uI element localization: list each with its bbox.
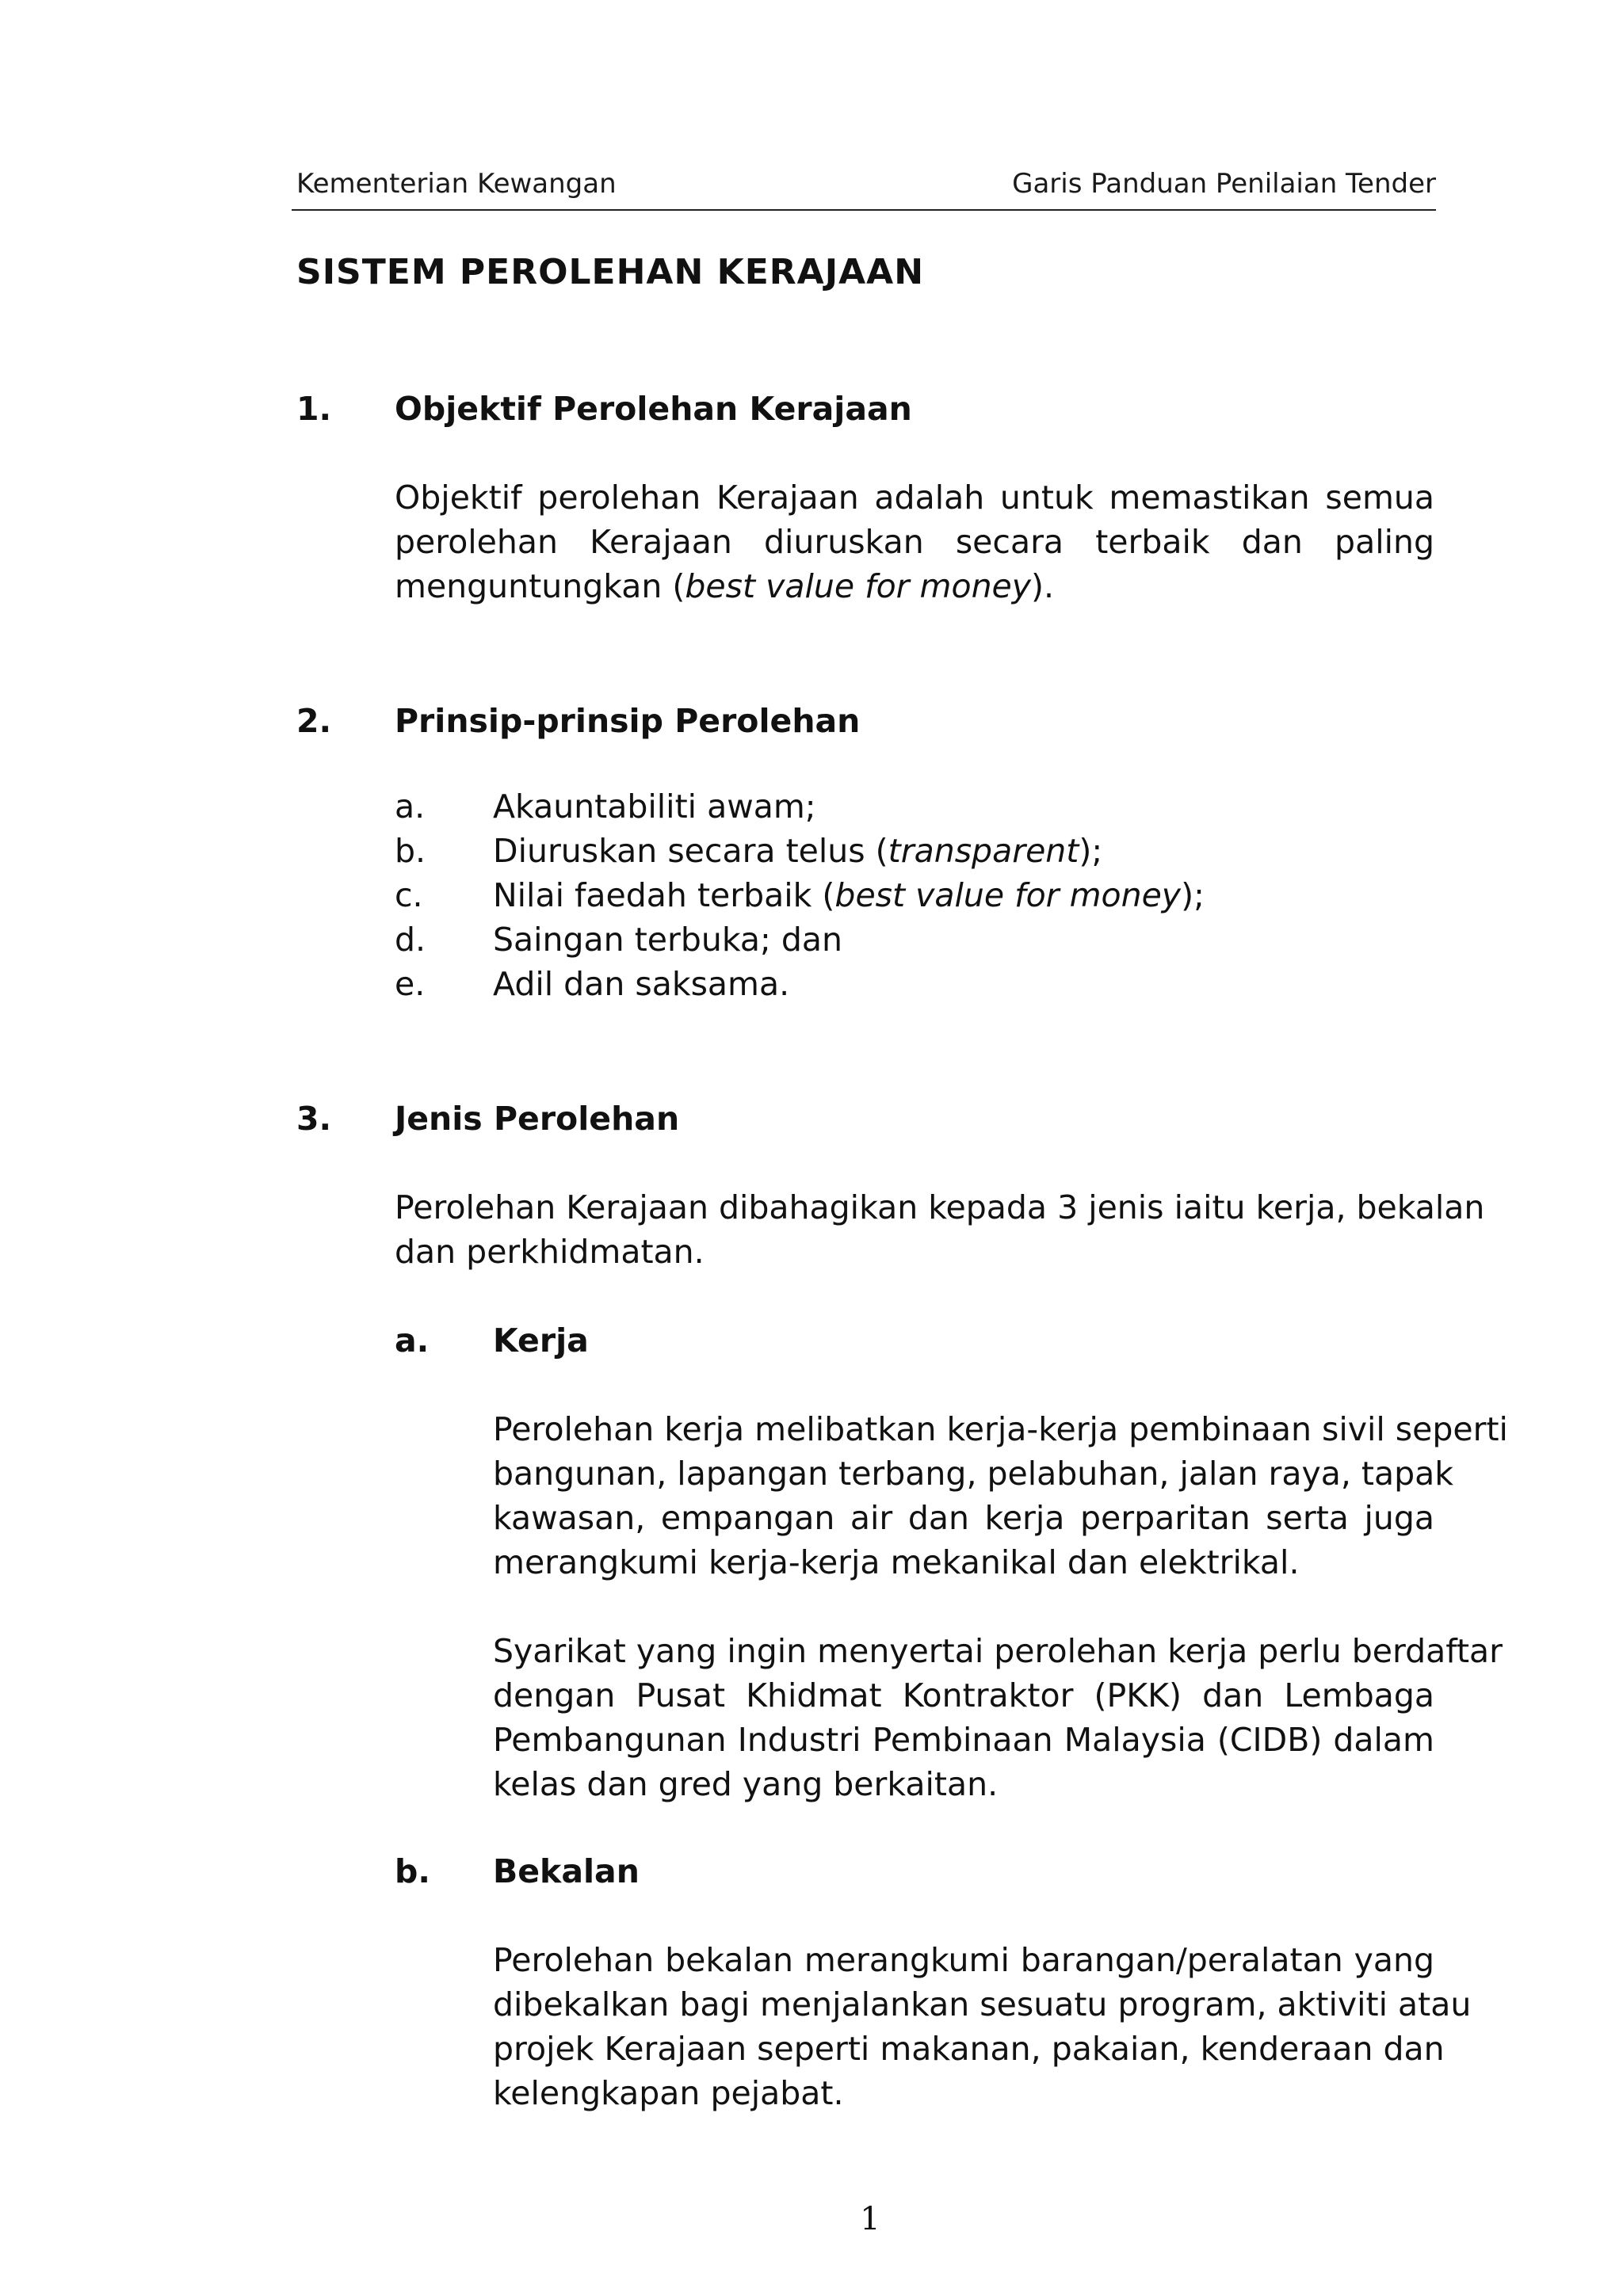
- paragraph-line: dibekalkan bagi menjalankan sesuatu program, aktiviti atau: [493, 1985, 1472, 2023]
- emphasis-text: transparent: [888, 832, 1079, 870]
- list-item-letter: a.: [395, 788, 426, 826]
- paragraph-line: dengan Pusat Khidmat Kontraktor (PKK) dan Lembaga: [493, 1676, 1434, 1714]
- paragraph-line: kelengkapan pejabat.: [493, 2074, 844, 2112]
- section-3-paragraph: [395, 1185, 1485, 1274]
- header-document-name: Garis Panduan Penilaian Tender: [1012, 168, 1436, 200]
- paragraph-line: Perolehan bekalan merangkumi barangan/peralatan yang: [493, 1941, 1434, 1979]
- paragraph-line: kawasan, empangan air dan kerja perparitan serta juga: [493, 1499, 1434, 1537]
- page-title: SISTEM PEROLEHAN KERAJAAN: [296, 252, 925, 292]
- paragraph-line: kelas dan gred yang berkaitan.: [493, 1765, 999, 1803]
- paragraph-line: perolehan Kerajaan diuruskan secara terbaik dan paling: [395, 523, 1434, 561]
- header-divider: [292, 209, 1436, 211]
- section-1-number: 1.: [296, 390, 332, 428]
- paragraph-line: projek Kerajaan seperti makanan, pakaian, kenderaan dan: [493, 2030, 1445, 2068]
- section-3-number: 3.: [296, 1100, 332, 1138]
- paragraph-line: bangunan, lapangan terbang, pelabuhan, jalan raya, tapak: [493, 1455, 1454, 1493]
- section-2-heading: Prinsip-prinsip Perolehan: [395, 702, 861, 740]
- section-2-number: 2.: [296, 702, 332, 740]
- subsection-a-paragraph-1: [493, 1407, 1508, 1585]
- subsection-a-paragraph-2: [493, 1629, 1503, 1806]
- paragraph-line: Objektif perolehan Kerajaan adalah untuk memastikan semua: [395, 479, 1434, 517]
- list-item-text: Saingan terbuka; dan: [493, 921, 842, 959]
- subsection-b-paragraph-1: [493, 1938, 1472, 2115]
- paragraph-line: menguntungkan (best value for money).: [395, 567, 1055, 605]
- paragraph-line: merangkumi kerja-kerja mekanikal dan elektrikal.: [493, 1543, 1300, 1581]
- list-item-letter: d.: [395, 921, 426, 959]
- list-item-letter: c.: [395, 876, 423, 914]
- subsection-b-letter: b.: [395, 1852, 430, 1890]
- paragraph-line: Perolehan Kerajaan dibahagikan kepada 3 jenis iaitu kerja, bekalan: [395, 1188, 1485, 1226]
- list-item-letter: b.: [395, 832, 426, 870]
- list-item-text: Akauntabiliti awam;: [493, 788, 816, 826]
- header-ministry-name: Kementerian Kewangan: [296, 168, 617, 200]
- paragraph-line: Syarikat yang ingin menyertai perolehan kerja perlu berdaftar: [493, 1632, 1503, 1670]
- section-1-heading: Objektif Perolehan Kerajaan: [395, 390, 912, 428]
- subsection-a-heading: Kerja: [493, 1322, 589, 1360]
- list-item-letter: e.: [395, 965, 426, 1003]
- list-item-text: Adil dan saksama.: [493, 965, 790, 1003]
- list-item-text: Nilai faedah terbaik (best value for money);: [493, 876, 1205, 914]
- list-item-text: Diuruskan secara telus (transparent);: [493, 832, 1103, 870]
- subsection-a-letter: a.: [395, 1322, 430, 1360]
- emphasis-text: best value for money: [834, 876, 1182, 914]
- page-number: 1: [860, 2201, 880, 2237]
- subsection-b-heading: Bekalan: [493, 1852, 640, 1890]
- section-3-heading: Jenis Perolehan: [395, 1100, 680, 1138]
- section-1-paragraph: [395, 475, 1434, 608]
- paragraph-line: Pembangunan Industri Pembinaan Malaysia (CIDB) dalam: [493, 1721, 1434, 1759]
- emphasis-text: best value for money: [685, 567, 1032, 605]
- paragraph-line: Perolehan kerja melibatkan kerja-kerja pembinaan sivil seperti: [493, 1410, 1508, 1448]
- paragraph-line: dan perkhidmatan.: [395, 1233, 705, 1271]
